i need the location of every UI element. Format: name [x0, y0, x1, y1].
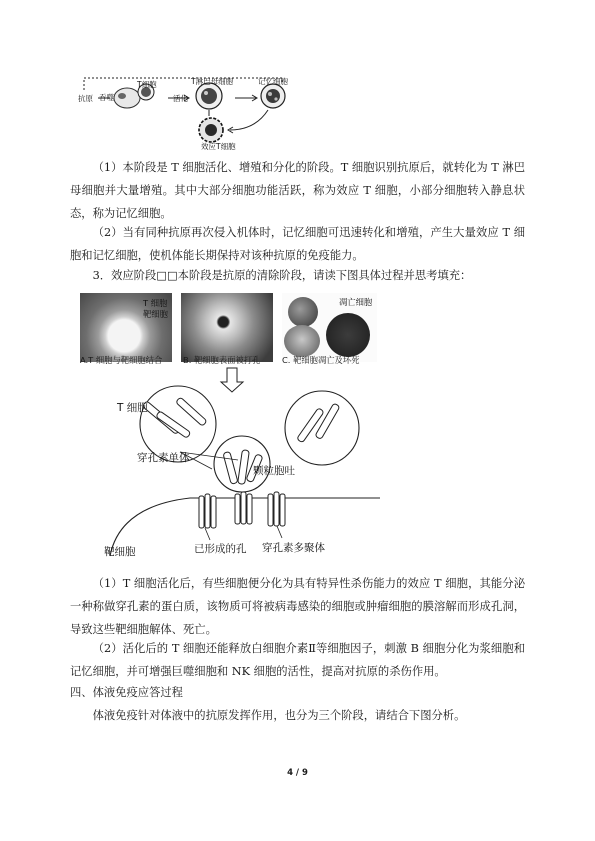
- paragraph-perforin: （1）T 细胞活化后，有些细胞便分化为具有特异性杀伤能力的效应 T 细胞，其能分泌一种称做穿孔素的蛋白质，该物质可将被病毒感染的细胞或肿瘤细胞的膜溶解而形成孔洞，导致这些靶细胞解体、死亡。: [70, 577, 525, 636]
- diagram-perforin-polymer-label: 穿孔素多聚体: [262, 542, 325, 554]
- paragraph-t-cell-activation: （1）本阶段是 T 细胞活化、增殖和分化的阶段。T 细胞识别抗原后，就转化为 T 淋巴母细胞并大量增殖。其中大部分细胞功能活跃，称为效应 T 细胞，小部分细胞转入静息状态，称为记忆细胞。: [70, 161, 525, 220]
- diagram-granule-exocytosis-label: 颗粒胞吐: [253, 465, 295, 477]
- fig-effector-t-label: 效应T细胞: [201, 142, 236, 151]
- paragraph-cytokines: （2）活化后的 T 细胞还能释放白细胞介素Ⅱ等细胞因子，刺激 B 细胞分化为浆细胞和记忆细胞，并可增强巨噬细胞和 NK 细胞的活性，提高对抗原的杀伤作用。: [70, 642, 525, 678]
- paragraph-effector-stage: 3．效应阶段□□本阶段是抗原的清除阶段，请读下图具体过程并思考填充：: [92, 269, 472, 282]
- section-heading-humoral: 四、体液免疫应答过程: [70, 686, 183, 699]
- photo-a-target-cell-label: 靶细胞: [143, 309, 168, 319]
- diagram-formed-pore-label: 已形成的孔: [194, 543, 247, 555]
- fig-memory-cell-label: 记忆细胞: [258, 77, 288, 86]
- diagram-target-cell-label: 靶细胞: [104, 546, 136, 558]
- fig-lymphoblast-label: T淋巴母细胞: [191, 77, 234, 86]
- perforin-diagram: [100, 366, 400, 568]
- diagram-t-cell-label: T 细胞: [117, 402, 148, 414]
- fig-t-cell-label: T细胞: [137, 80, 157, 89]
- photo-a-t-cell-label: T 细胞: [143, 298, 168, 308]
- page-number: 4 / 9: [287, 768, 308, 778]
- paragraph-humoral-intro: 体液免疫针对体液中的抗原发挥作用，也分为三个阶段，请结合下图分析。: [92, 709, 466, 722]
- diagram-perforin-monomer-label: 穿孔素单体: [137, 452, 190, 464]
- paragraph-memory-response: （2）当有同种抗原再次侵入机体时，记忆细胞可迅速转化和增殖，产生大量效应 T 细胞和记忆细胞，使机体能长期保持对该种抗原的免疫能力。: [70, 226, 525, 262]
- photo-target-cell-perforated: [181, 293, 273, 362]
- photo-c-apoptotic-label: 凋亡细胞: [339, 297, 373, 307]
- photo-c-caption: C. 靶细胞凋亡及坏死: [282, 355, 360, 365]
- photo-b-caption: B. 靶细胞表面被打孔: [183, 355, 261, 365]
- fig-activation-label: 活化: [173, 94, 188, 103]
- fig-phagocyte-label: 吞噬: [99, 93, 114, 102]
- photo-a-caption: A.T 细胞与靶细胞结合: [80, 355, 163, 365]
- fig-antigen-label: 抗原: [78, 94, 93, 103]
